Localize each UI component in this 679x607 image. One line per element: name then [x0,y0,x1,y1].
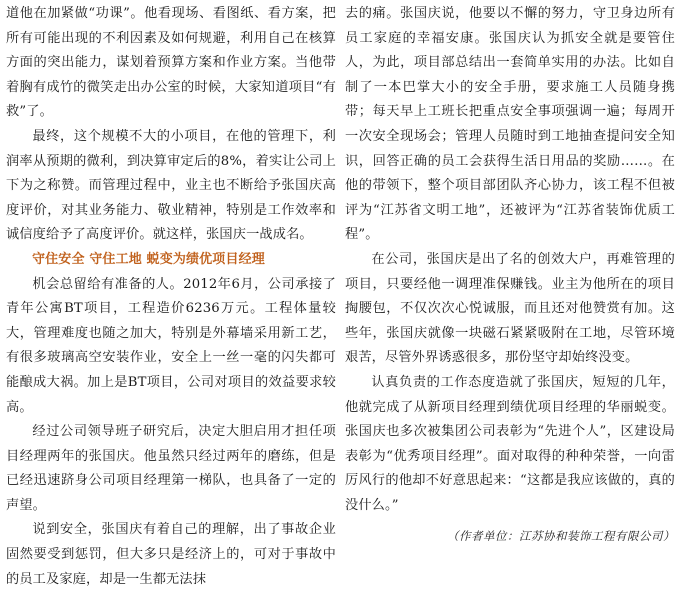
paragraph: 认真负责的工作态度造就了张国庆，短短的几年，他就完成了从新项目经理到绩优项目经理的华丽蜕变。张国庆也多次被集团公司表彰为“先进个人”，区建设局表彰为“优秀项目经理”。面对取得的种种荣誉，一向雷厉风行的他却不好意思起来：“这都是我应该做的，真的没什么。” [345,374,675,513]
author-affiliation: （作者单位：江苏协和装饰工程有限公司） [447,529,675,544]
left-column [6,2,336,592]
section-heading: 守住安全 守住工地 蜕变为绩优项目经理 [32,251,265,267]
paragraph: 去的痛。张国庆说，他要以不懈的努力，守卫身边所有员工家庭的幸福安康。张国庆认为抓安全就是要管住人，为此，项目部总结出一套简单实用的办法。比如自制了一本巴掌大小的安全手册，要求施工人员随身携带；每天早上工班长把重点安全事项强调一遍；每周开一次安全现场会；管理人员随时到工地抽查提问安全知识，回答正确的员工会获得生活日用品的奖励……。在他的带领下，整个项目部团队齐心协力，该工程不但被评为“江苏省文明工地”，还被评为“江苏省装饰优质工程”。 [345,6,675,243]
paragraph: 在公司，张国庆是出了名的创效大户，再难管理的项目，只要经他一调理准保赚钱。业主为他所在的项目掏腰包，不仅次次心悦诚服，而且还对他赞赏有加。这些年，张国庆就像一块磁石紧紧吸附在工地，尽管环境艰苦，尽管外界诱惑很多，那份坚守却始终没变。 [345,251,675,366]
paragraph: 机会总留给有准备的人。2012年6月，公司承接了青年公寓BT项目，工程造价6236万元。工程体量较大，管理难度也随之加大，特别是外幕墙采用新工艺，有很多玻璃高空安装作业，安全上一丝一毫的闪失都可能酿成大祸。加上是BT项目，公司对项目的效益要求较高。 [6,276,336,415]
paragraph: 最终，这个规模不大的小项目，在他的管理下，利润率从预期的微利，到决算审定后的8%，着实让公司上下为之称赞。而管理过程中，业主也不断给予张国庆高度评价，对其业务能力、敬业精神，特别是工作效率和诚信度给予了高度评价。就这样，张国庆一战成名。 [6,128,336,243]
right-column [345,2,675,549]
paragraph: 说到安全，张国庆有着自己的理解，出了事故企业固然要受到惩罚，但大多只是经济上的，可对于事故中的员工及家庭，却是一生都无法抹 [6,522,336,587]
paragraph: 道他在加紧做“功课”。他看现场、看图纸、看方案，把所有可能出现的不利因素及如何规避，利用自己在核算方面的突出能力，谋划着预算方案和作业方案。当他带着胸有成竹的微笑走出办公室的时候，大家知道项目“有救”了。 [6,6,336,120]
paragraph: 经过公司领导班子研究后，决定大胆启用才担任项目经理两年的张国庆。他虽然只经过两年的磨练，但是已经迅速跻身公司项目经理第一梯队，也具备了一定的声望。 [6,424,336,513]
